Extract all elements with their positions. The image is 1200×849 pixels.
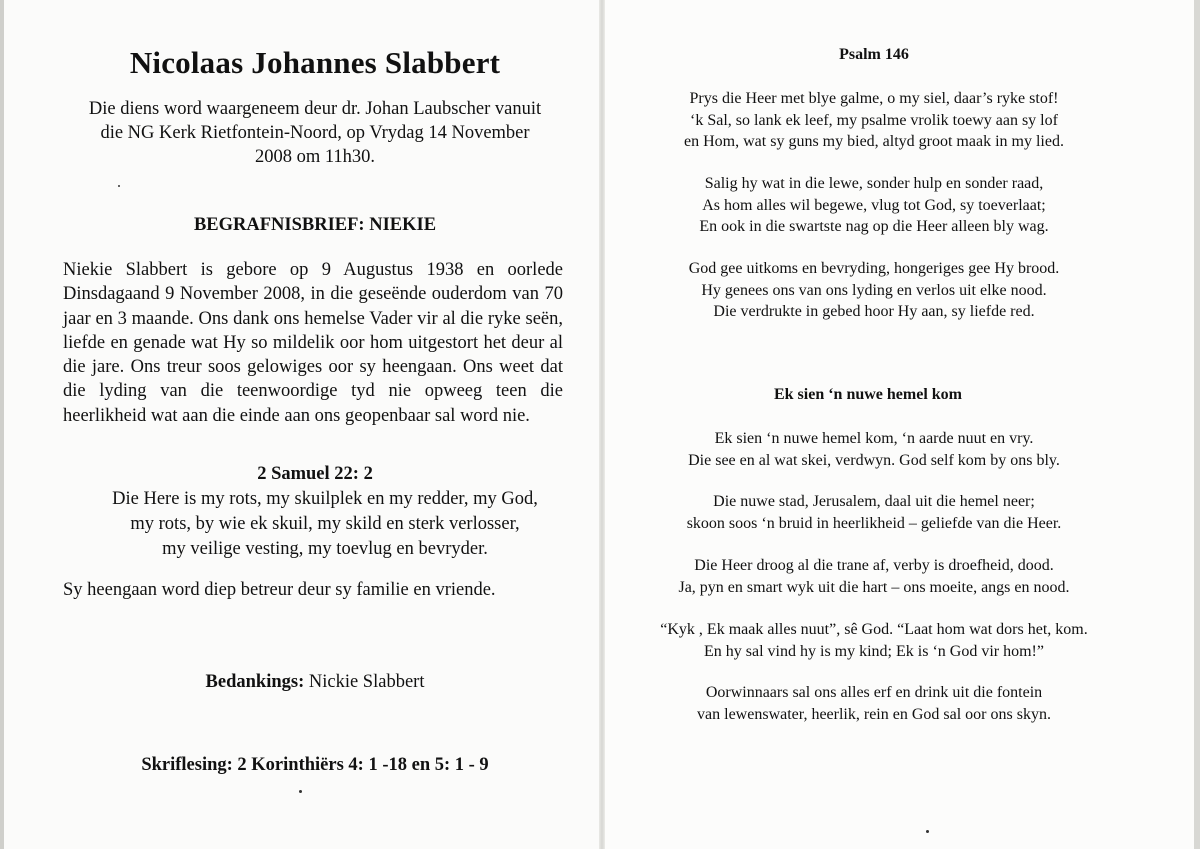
psalm-stanza <box>604 173 1144 238</box>
scan-speck <box>118 185 120 187</box>
verse-text <box>40 487 610 562</box>
stanza-line: “Kyk , Ek maak alles nuut”, sê God. “Laat hom wat dors het, kom. <box>660 621 1088 638</box>
stanza-line: ‘k Sal, so lank ek leef, my psalme vrolik toewy aan sy lof <box>690 111 1058 129</box>
hymn-stanza <box>604 428 1144 471</box>
stanza-line: Hy genees ons van ons lyding en verlos uit elke nood. <box>701 281 1047 299</box>
scan-speck <box>926 830 929 833</box>
obituary-text: Niekie Slabbert is gebore op 9 Augustus 1938 en oorlede Dinsdagaand 9 November 2008, in die geseënde ouderdom van 70 jaar en 3 maande. Ons dank ons hemelse Vader vir al die ryke seën, liefde en genade wat Hy so mildelik oor hom uitgestort het deur al die jare. Ons treur soos gelowiges oor sy heengaan. Ons weet dat die lyding van die teenwoordige tyd nie opweeg teen die heerlikheid wat aan die einde aan ons geopenbaar sal word nie. <box>63 260 563 426</box>
stanza-line: Salig hy wat in die lewe, sonder hulp en sonder raad, <box>704 175 1044 192</box>
verse-line: Die Here is my rots, my skuilplek en my redder, my God, <box>112 489 538 509</box>
scan-edge-left <box>0 0 4 849</box>
mourned-text: Sy heengaan word diep betreur deur sy familie en vriende. <box>63 580 496 600</box>
verse-reference: 2 Samuel 22: 2 <box>257 464 373 484</box>
stanza-line: skoon soos ‘n bruid in heerlikheid – geliefde van die Heer. <box>686 514 1062 532</box>
psalm-stanza <box>604 258 1144 323</box>
stanza-line: God gee uitkoms en bevryding, hongeriges gee Hy brood. <box>688 260 1060 277</box>
stanza-line: En ook in die swartste nag op die Heer alleen bly wag. <box>699 218 1049 235</box>
hymn-stanza <box>604 555 1144 598</box>
stanza-line: Die nuwe stad, Jerusalem, daal uit die hemel neer; <box>713 493 1035 510</box>
stanza-line: As hom alles wil begewe, vlug tot God, sy toeverlaat; <box>702 196 1046 214</box>
stanza-line: Die Heer droog al die trane af, verby is droefheid, dood. <box>694 557 1054 574</box>
stanza-line: Die see en al wat skei, verdwyn. God self kom by ons bly. <box>688 451 1060 469</box>
stanza-line: Prys die Heer met blye galme, o my siel, daar’s ryke stof! <box>689 90 1059 107</box>
hymn-stanza <box>604 491 1144 534</box>
hymn-stanza <box>604 619 1144 662</box>
stanza-line: Oorwinnaars sal ons alles erf en drink uit die fontein <box>705 684 1043 701</box>
stanza-line: En hy sal vind hy is my kind; Ek is ‘n God vir hom!” <box>704 642 1044 660</box>
service-details <box>50 97 580 169</box>
thanks-label: Bedankings: <box>205 672 305 692</box>
stanza-line: Ek sien ‘n nuwe hemel kom, ‘n aarde nuut en vry. <box>714 430 1034 447</box>
service-line: Die diens word waargeneem deur dr. Johan Laubscher vanuit <box>88 99 542 119</box>
service-line: 2008 om 11h30. <box>254 147 376 167</box>
deceased-name-title: Nicolaas Johannes Slabbert <box>129 45 501 80</box>
psalm-stanza <box>604 88 1144 153</box>
scan-speck <box>299 790 302 793</box>
stanza-line: Ja, pyn en smart wyk uit die hart – ons moeite, angs en nood. <box>678 578 1070 596</box>
psalm-title: Psalm 146 <box>839 46 909 63</box>
stanza-line: en Hom, wat sy guns my bied, altyd groot maak in my lied. <box>684 133 1064 150</box>
stanza-line: Die verdrukte in gebed hoor Hy aan, sy liefde red. <box>713 303 1035 320</box>
hymn-stanza <box>604 682 1144 725</box>
thanks-name: Nickie Slabbert <box>304 672 425 692</box>
obituary-heading: BEGRAFNISBRIEF: NIEKIE <box>193 215 437 235</box>
service-line: die NG Kerk Rietfontein-Noord, op Vrydag 14 November <box>100 123 530 143</box>
verse-line: my veilige vesting, my toevlug en bevryder. <box>162 539 488 559</box>
verse-line: my rots, by wie ek skuil, my skild en sterk verlosser, <box>130 514 520 534</box>
stanza-line: van lewenswater, heerlik, rein en God sal oor ons skyn. <box>697 705 1051 723</box>
thanks-line <box>0 672 630 693</box>
scripture-reading: Skriflesing: 2 Korinthiërs 4: 1 -18 en 5: 1 - 9 <box>141 755 489 775</box>
scan-edge-right <box>1194 0 1200 849</box>
hymn-title: Ek sien ‘n nuwe hemel kom <box>773 386 963 403</box>
